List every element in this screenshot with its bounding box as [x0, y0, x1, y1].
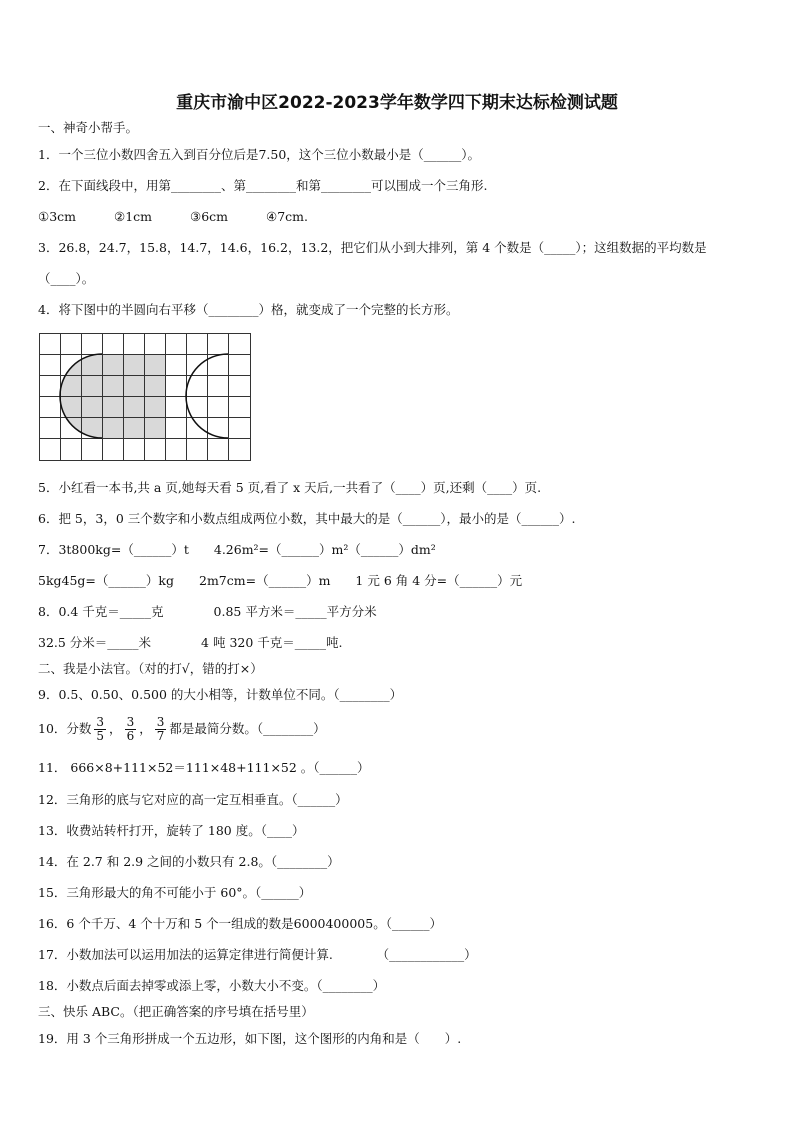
fraction-3-7: [155, 716, 167, 743]
fraction-denominator: 7: [156, 729, 165, 743]
question-5: 5．小红看一本书,共 a 页,她每天看 5 页,看了 x 天后,一共看了（____）页,还剩（____）页.: [38, 480, 542, 495]
question-8-line-2: 32.5 分米＝_____米 4 吨 320 千克＝_____吨.: [38, 635, 343, 650]
option-3: ③6cm: [190, 209, 229, 224]
question-10: [38, 714, 326, 744]
question-6: 6．把 5，3，0 三个数字和小数点组成两位小数，其中最大的是（______），最小的是（______）.: [38, 511, 576, 526]
separator: ，: [109, 721, 122, 736]
fraction-numerator: 3: [96, 715, 105, 729]
fraction-3-5: [94, 716, 106, 743]
question-4-grid-figure: [38, 333, 252, 465]
separator: ，: [139, 721, 152, 736]
question-10-suffix: 都是最简分数。（________）: [169, 721, 326, 736]
question-16: 16．6 个千万、4 个十万和 5 个一组成的数是6000400005。（______）: [38, 916, 442, 931]
question-3-line-1: 3．26.8，24.7，15.8，14.7，14.6，16.2，13.2，把它们从小到大排列，第 4 个数是（_____）；这组数据的平均数是: [38, 240, 707, 255]
question-10-prefix: 10．分数: [38, 721, 92, 736]
question-13: 13．收费站转杆打开，旋转了 180 度。（____）: [38, 823, 305, 838]
fraction-denominator: 5: [96, 729, 105, 743]
question-8-line-1: 8．0.4 千克＝_____克 0.85 平方米＝_____平方分米: [38, 604, 377, 619]
question-19: 19．用 3 个三角形拼成一个五边形，如下图，这个图形的内角和是（ ）.: [38, 1031, 462, 1046]
section-3-heading: 三、快乐 ABC。（把正确答案的序号填在括号里）: [38, 1004, 314, 1019]
grid-lines: [39, 333, 251, 461]
grid-svg: [38, 333, 252, 461]
question-11: 11． 666×8+111×52＝111×48+111×52 。（______）: [38, 760, 370, 775]
fraction-numerator: 3: [156, 715, 165, 729]
fraction-denominator: 6: [126, 729, 135, 743]
question-4: 4．将下图中的半圆向右平移（________）格，就变成了一个完整的长方形。: [38, 302, 459, 317]
question-1: 1．一个三位小数四舍五入到百分位后是7.50，这个三位小数最小是（______）。: [38, 147, 481, 162]
section-2-heading: 二、我是小法官。（对的打√，错的打×）: [38, 661, 263, 676]
question-12: 12．三角形的底与它对应的高一定互相垂直。（______）: [38, 792, 348, 807]
fraction-numerator: 3: [126, 715, 135, 729]
option-1: ①3cm: [38, 209, 77, 224]
question-7-line-1: 7．3t800kg=（______）t 4.26m²=（______）m²（______）dm²: [38, 542, 436, 557]
question-14: 14．在 2.7 和 2.9 之间的小数只有 2.8。（________）: [38, 854, 340, 869]
question-15: 15．三角形最大的角不可能小于 60°。（______）: [38, 885, 312, 900]
question-2-options: [38, 209, 308, 225]
page-title: 重庆市渝中区2022-2023学年数学四下期末达标检测试题: [176, 93, 618, 113]
option-2: ②1cm: [114, 209, 153, 224]
option-4: ④7cm.: [266, 209, 308, 224]
question-18: 18．小数点后面去掉零或添上零，小数大小不变。（________）: [38, 978, 386, 993]
question-17: 17．小数加法可以运用加法的运算定律进行简便计算. （____________）: [38, 947, 477, 962]
section-1-heading: 一、神奇小帮手。: [38, 120, 139, 135]
question-3-line-2: （____）。: [38, 271, 95, 286]
question-9: 9．0.5、0.50、0.500 的大小相等，计数单位不同。（________）: [38, 687, 403, 702]
question-2: 2．在下面线段中，用第________、第________和第________可以围成一个三角形.: [38, 178, 488, 193]
question-7-line-2: 5kg45g=（______）kg 2m7cm=（______）m 1 元 6 角 4 分=（______）元: [38, 573, 523, 588]
fraction-3-6: [125, 716, 137, 743]
